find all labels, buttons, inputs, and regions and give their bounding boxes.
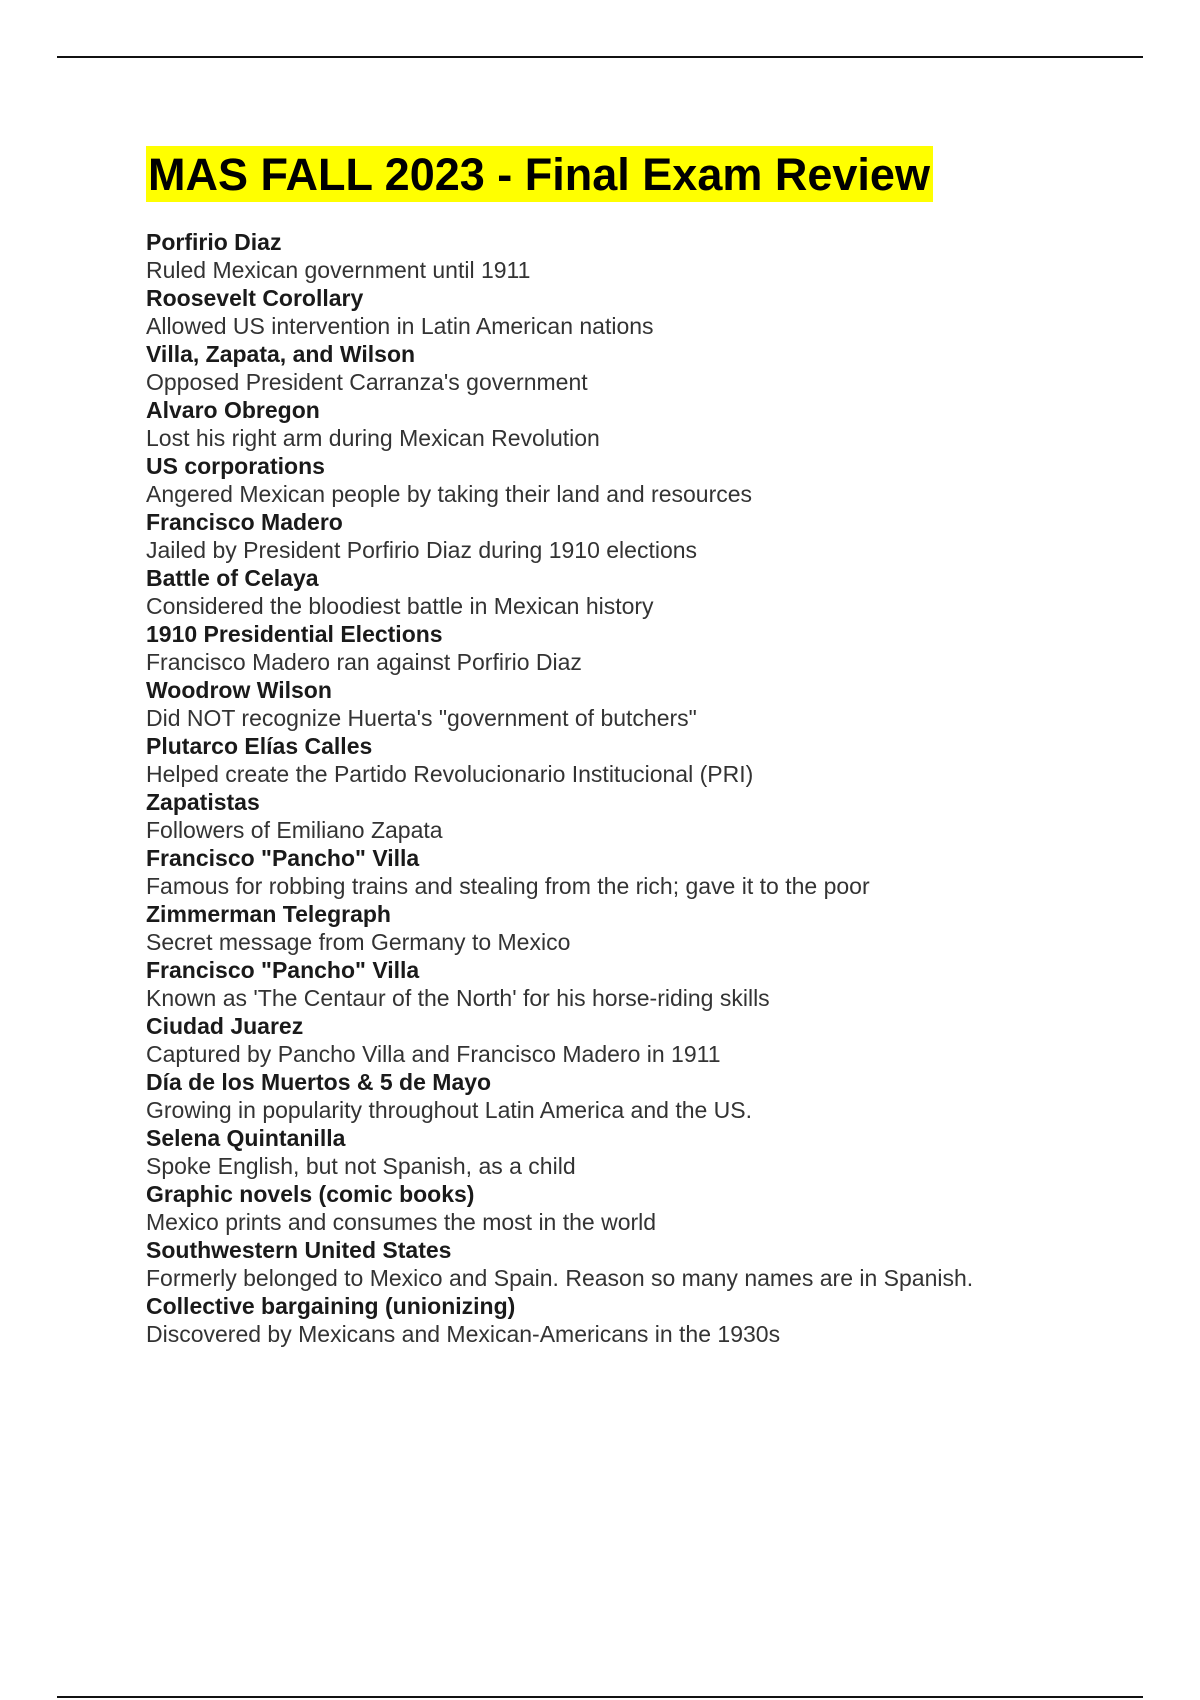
definition: Formerly belonged to Mexico and Spain. Reason so many names are in Spanish. (146, 1265, 974, 1291)
definition: Followers of Emiliano Zapata (146, 817, 443, 843)
term-entry (146, 340, 1146, 396)
definition: Spoke English, but not Spanish, as a child (146, 1153, 576, 1179)
top-rule (57, 56, 1143, 58)
definition: Discovered by Mexicans and Mexican-Americans in the 1930s (146, 1321, 781, 1347)
term: Plutarco Elías Calles (146, 733, 373, 759)
term: Graphic novels (comic books) (146, 1181, 475, 1207)
term: Woodrow Wilson (146, 677, 332, 703)
term: Battle of Celaya (146, 565, 319, 591)
definition: Jailed by President Porfirio Diaz during 1910 elections (146, 537, 698, 563)
definition: Mexico prints and consumes the most in the world (146, 1209, 657, 1235)
term-list (146, 228, 1146, 1348)
definition: Did NOT recognize Huerta's "government of butchers" (146, 705, 697, 731)
definition: Considered the bloodiest battle in Mexican history (146, 593, 654, 619)
term-entry (146, 676, 1146, 732)
term: Villa, Zapata, and Wilson (146, 341, 416, 367)
term-entry (146, 1236, 1146, 1292)
definition: Ruled Mexican government until 1911 (146, 257, 531, 283)
term: Collective bargaining (unionizing) (146, 1293, 516, 1319)
definition: Famous for robbing trains and stealing from the rich; gave it to the poor (146, 873, 870, 899)
bottom-rule (57, 1696, 1143, 1698)
term-entry (146, 956, 1146, 1012)
term: Ciudad Juarez (146, 1013, 304, 1039)
term-entry (146, 564, 1146, 620)
term: Francisco "Pancho" Villa (146, 957, 420, 983)
term-entry (146, 1124, 1146, 1180)
term-entry (146, 620, 1146, 676)
term: Southwestern United States (146, 1237, 452, 1263)
term: US corporations (146, 453, 325, 479)
term-entry (146, 1012, 1146, 1068)
term-entry (146, 732, 1146, 788)
term: Francisco "Pancho" Villa (146, 845, 420, 871)
definition: Secret message from Germany to Mexico (146, 929, 571, 955)
definition: Lost his right arm during Mexican Revolution (146, 425, 600, 451)
term-entry (146, 900, 1146, 956)
definition: Opposed President Carranza's government (146, 369, 588, 395)
definition: Angered Mexican people by taking their land and resources (146, 481, 753, 507)
term-entry (146, 1068, 1146, 1124)
term: 1910 Presidential Elections (146, 621, 443, 647)
term-entry (146, 788, 1146, 844)
term-entry (146, 1180, 1146, 1236)
term: Día de los Muertos & 5 de Mayo (146, 1069, 492, 1095)
term-entry (146, 452, 1146, 508)
definition: Allowed US intervention in Latin American nations (146, 313, 654, 339)
term-entry (146, 508, 1146, 564)
document-title: MAS FALL 2023 - Final Exam Review (146, 146, 933, 202)
term-entry (146, 396, 1146, 452)
term-entry (146, 844, 1146, 900)
definition: Helped create the Partido Revolucionario Institucional (PRI) (146, 761, 754, 787)
term: Porfirio Diaz (146, 229, 282, 255)
term: Zimmerman Telegraph (146, 901, 391, 927)
definition: Captured by Pancho Villa and Francisco Madero in 1911 (146, 1041, 721, 1067)
definition: Growing in popularity throughout Latin America and the US. (146, 1097, 753, 1123)
term: Roosevelt Corollary (146, 285, 364, 311)
definition: Known as 'The Centaur of the North' for his horse-riding skills (146, 985, 770, 1011)
term-entry (146, 284, 1146, 340)
definition: Francisco Madero ran against Porfirio Diaz (146, 649, 582, 675)
term: Selena Quintanilla (146, 1125, 346, 1151)
term-entry (146, 1292, 1146, 1348)
term: Alvaro Obregon (146, 397, 320, 423)
term: Zapatistas (146, 789, 260, 815)
term-entry (146, 228, 1146, 284)
term: Francisco Madero (146, 509, 343, 535)
